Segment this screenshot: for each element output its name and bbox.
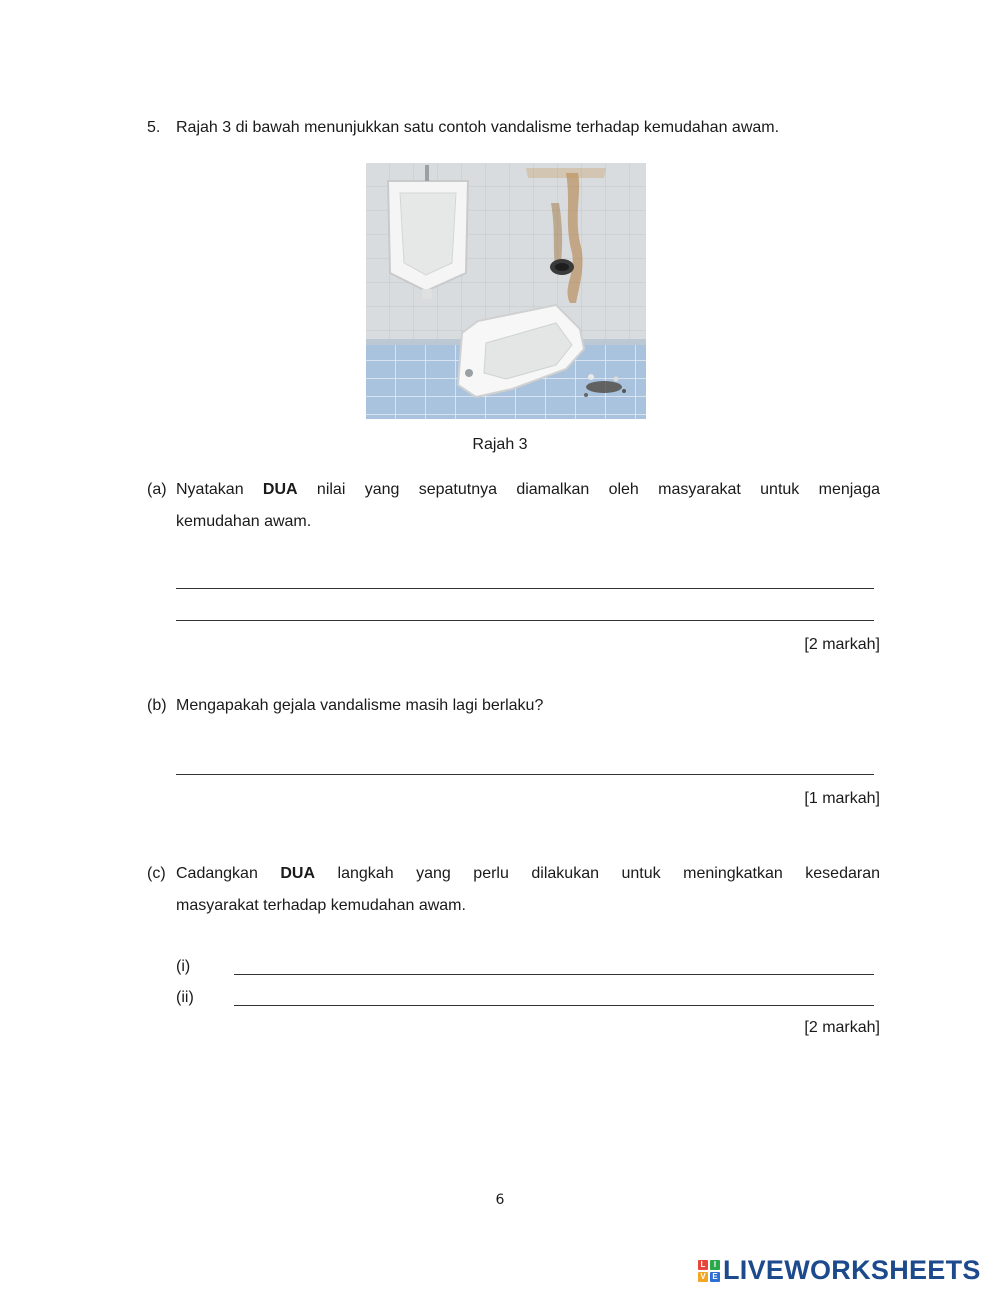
figure-caption: Rajah 3 (472, 436, 528, 453)
page-number: 6 (495, 1192, 505, 1208)
part-a-text-line2: kemudahan awam. (176, 513, 312, 530)
part-a-marks: [2 markah] (804, 636, 880, 653)
part-c-text-line2: masyarakat terhadap kemudahan awam. (176, 897, 466, 914)
logo-wordmark: LIVEWORKSHEETS (723, 1255, 981, 1285)
logo-grid-cell: L (698, 1260, 708, 1270)
part-a-text-line1 (176, 480, 880, 500)
logo-grid-cell: I (710, 1260, 720, 1270)
part-c-label: (c) (147, 865, 166, 882)
part-b-label: (b) (147, 697, 167, 714)
part-b-answer-line[interactable] (176, 774, 874, 775)
part-a-answer-line-2[interactable] (176, 620, 874, 621)
part-c-sub-i-label: (i) (176, 958, 191, 975)
part-b-text: Mengapakah gejala vandalisme masih lagi berlaku? (176, 697, 544, 714)
part-a-text-bold: DUA (262, 481, 298, 498)
part-c-marks: [2 markah] (804, 1019, 880, 1036)
part-a-answer-line-1[interactable] (176, 588, 874, 589)
part-c-sub-ii-label: (ii) (176, 989, 194, 1006)
liveworksheets-logo (698, 1255, 981, 1286)
logo-grid-cell: E (710, 1272, 720, 1282)
question-number: 5. (147, 119, 161, 136)
part-c-text-line1 (176, 864, 880, 884)
logo-grid-cell: V (698, 1272, 708, 1282)
vandalism-photo (366, 163, 646, 419)
part-b-marks: [1 markah] (804, 790, 880, 807)
part-a-text-before: Nyatakan (176, 481, 244, 498)
part-c-text-bold: DUA (280, 865, 316, 882)
question-intro: Rajah 3 di bawah menunjukkan satu contoh vandalisme terhadap kemudahan awam. (176, 119, 780, 136)
logo-grid-icon (698, 1260, 720, 1282)
part-a-text-after: nilai yang sepatutnya diamalkan oleh masyarakat untuk menjaga (316, 481, 880, 498)
part-c-text-after: langkah yang perlu dilakukan untuk meningkatkan kesedaran (337, 865, 880, 882)
part-c-text-before: Cadangkan (176, 865, 258, 882)
part-c-answer-line-i[interactable] (234, 974, 874, 975)
part-c-answer-line-ii[interactable] (234, 1005, 874, 1006)
part-a-label: (a) (147, 481, 167, 498)
